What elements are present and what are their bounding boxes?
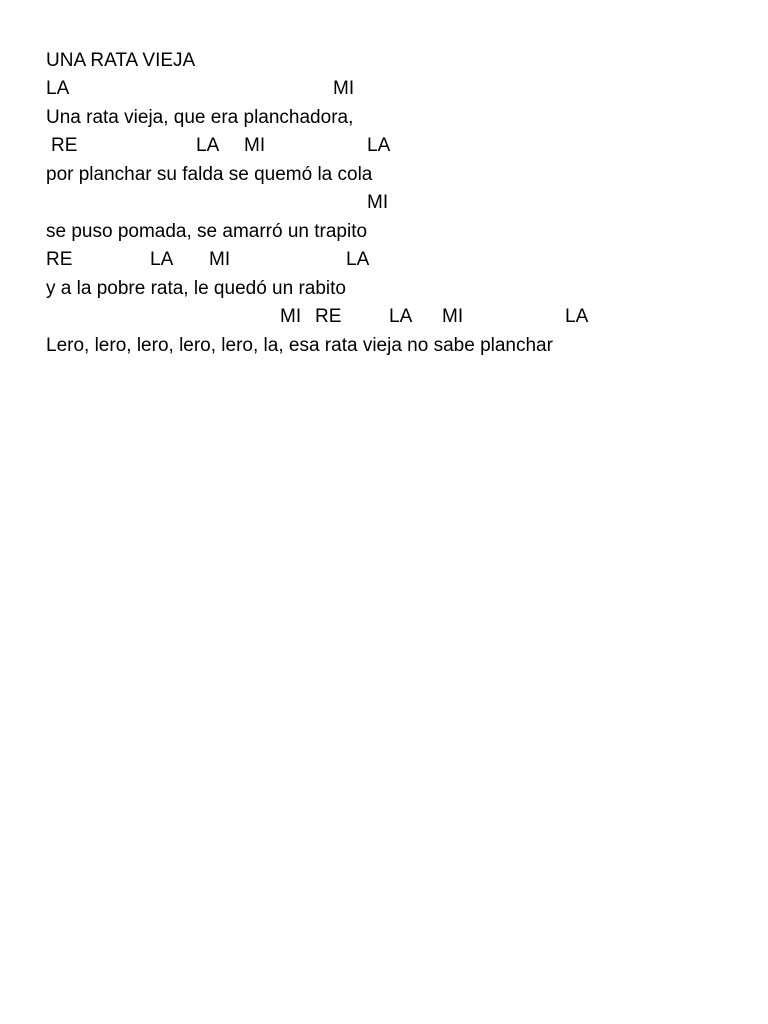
chord: RE — [315, 306, 342, 327]
chord: LA — [150, 249, 174, 270]
chord: RE — [51, 135, 78, 156]
song-title: UNA RATA VIEJA — [46, 50, 196, 71]
chord-line-4 — [0, 246, 768, 274]
lyric-line-4: y a la pobre rata, le quedó un rabito — [46, 278, 346, 299]
chord-line-3 — [0, 189, 768, 217]
lyric-line-3: se puso pomada, se amarró un trapito — [46, 221, 368, 242]
chord-line-5 — [0, 303, 768, 331]
lyric-line-2: por planchar su falda se quemó la cola — [46, 164, 373, 185]
chord: LA — [565, 306, 589, 327]
chord: RE — [46, 249, 73, 270]
chord: LA — [46, 78, 70, 99]
chord: MI — [442, 306, 464, 327]
chord-line-2 — [0, 132, 768, 160]
chord-line-1 — [0, 75, 768, 103]
lyric-line-1: Una rata vieja, que era planchadora, — [46, 107, 354, 128]
chord: MI — [209, 249, 231, 270]
chord: LA — [196, 135, 220, 156]
chord: MI — [367, 192, 389, 213]
chord: LA — [389, 306, 413, 327]
chord: LA — [346, 249, 370, 270]
chord: MI — [333, 78, 355, 99]
chord: MI — [244, 135, 266, 156]
chord: LA — [367, 135, 391, 156]
lyric-line-5: Lero, lero, lero, lero, lero, la, esa rata vieja no sabe planchar — [46, 335, 553, 356]
chord: MI — [280, 306, 302, 327]
